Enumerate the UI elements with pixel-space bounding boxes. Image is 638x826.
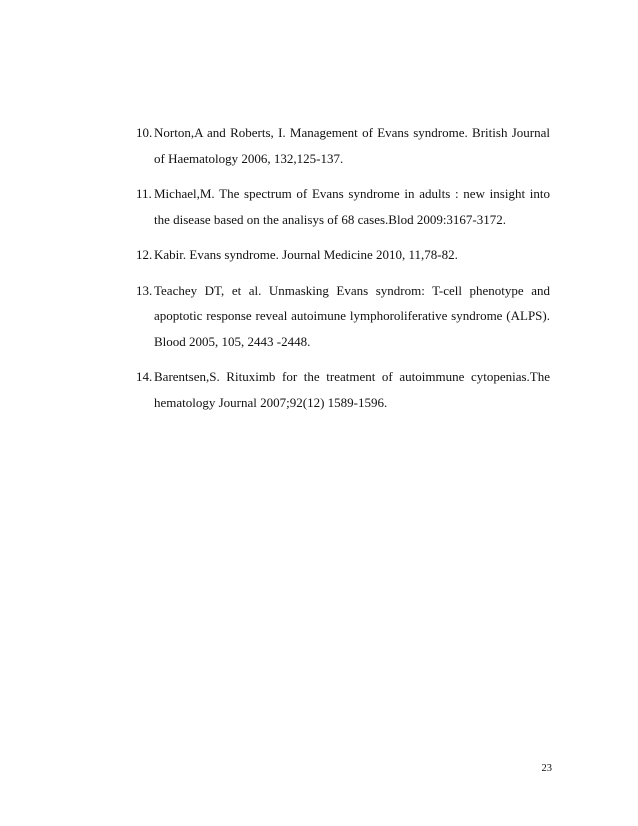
reference-text: Norton,A and Roberts, I. Management of Evans syndrome. British Journal of Haematology 2006, 132,125-137. bbox=[154, 125, 550, 166]
reference-text: Kabir. Evans syndrome. Journal Medicine 2010, 11,78-82. bbox=[154, 247, 458, 262]
reference-number: 10. bbox=[136, 125, 153, 140]
reference-number: 13. bbox=[136, 282, 153, 298]
reference-item bbox=[136, 364, 550, 415]
reference-text: Barentsen,S. Rituximb for the treatment of autoimmune cytopenias.The hematology Journal 2007;92(12) 1589-1596. bbox=[154, 369, 550, 410]
reference-number: 14. bbox=[136, 369, 153, 384]
reference-item bbox=[136, 278, 550, 355]
reference-item bbox=[136, 181, 550, 232]
reference-item bbox=[136, 242, 550, 268]
reference-text: Michael,M. The spectrum of Evans syndrome in adults : new insight into the disease based on the analisys of 68 cases.Blod 2009:3167-3172. bbox=[154, 186, 550, 227]
reference-list bbox=[136, 120, 550, 425]
reference-item bbox=[136, 120, 550, 171]
reference-number: 12. bbox=[136, 247, 153, 262]
reference-number: 11. bbox=[136, 186, 152, 201]
reference-text: Teachey DT, et al. Unmasking Evans syndrom: T-cell phenotype and apoptotic response reveal autoimune lymphoroliferative syndrome (ALPS). Blood 2005, 105, 2443 -2448. bbox=[154, 282, 550, 349]
page-number: 23 bbox=[541, 763, 552, 774]
